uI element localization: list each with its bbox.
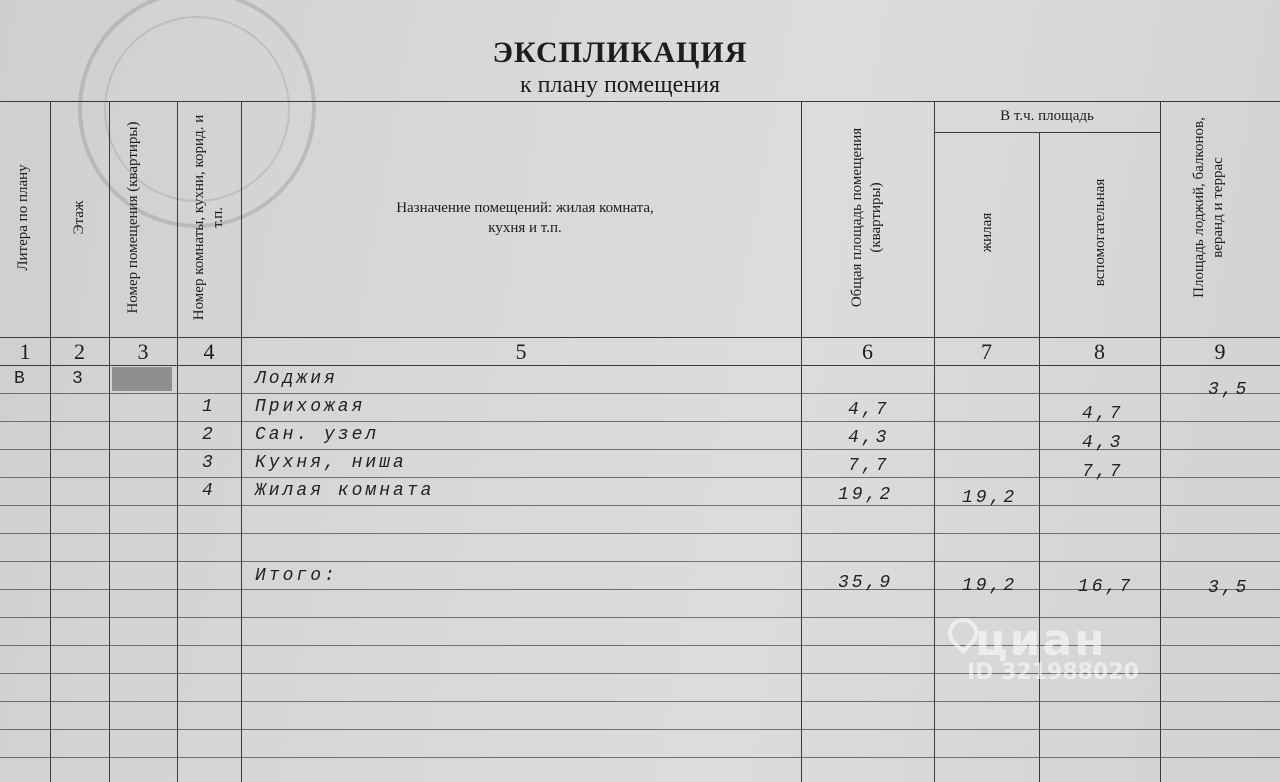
row-litera: В (14, 369, 28, 389)
row-name: Сан. узел (255, 425, 380, 445)
row-name: Кухня, ниша (255, 453, 407, 473)
total-aux: 16,7 (1078, 577, 1134, 597)
col-number-2: 2 (74, 339, 85, 364)
col-header-group: В т.ч. площадь (1000, 108, 1094, 124)
total-living: 19,2 (962, 576, 1018, 596)
col-number-9: 9 (1214, 339, 1226, 364)
col-header-auxiliary: вспомогательная (1092, 178, 1108, 287)
col-header-total-area: Общая площадь помещения (квартиры) (849, 127, 884, 308)
col-number-8: 8 (1094, 339, 1105, 364)
col-number-5: 5 (515, 339, 527, 364)
col-header-apartment-number: Номер помещения (квартиры) (125, 121, 141, 314)
row-aux: 4,3 (1082, 433, 1124, 453)
row-name: Лоджия (255, 369, 338, 389)
row-aux: 4,7 (1082, 404, 1124, 424)
row-room-number: 3 (202, 453, 216, 473)
row-aux: 7,7 (1082, 462, 1124, 482)
watermark (935, 615, 1139, 685)
watermark-brand: циан (975, 615, 1107, 666)
row-total: 7,7 (848, 456, 890, 476)
col-number-1: 1 (19, 339, 31, 364)
row-total: 19,2 (838, 485, 894, 505)
row-name: Жилая комната (255, 481, 435, 501)
row-loggia: 3,5 (1208, 380, 1250, 400)
total-label: Итого: (255, 566, 338, 586)
redacted-apartment-number (112, 367, 172, 391)
row-room-number: 2 (202, 425, 216, 445)
row-living: 19,2 (962, 488, 1018, 508)
col-number-7: 7 (981, 339, 992, 364)
col-header-litera: Литера по плану (15, 164, 31, 271)
watermark-id: ID 321988020 (967, 660, 1139, 685)
row-room-number: 1 (202, 397, 216, 417)
col-header-living: жилая (979, 212, 995, 253)
col-header-room-number: Номер комнаты, кухни, корид. и т.п. (191, 114, 226, 321)
col-header-loggia: Площадь лоджий, балконов, веранд и террас (1191, 117, 1226, 298)
row-floor: 3 (72, 369, 86, 389)
col-number-6: 6 (862, 339, 873, 364)
col-header-floor: Этаж (71, 200, 87, 235)
row-name: Прихожая (255, 397, 366, 417)
document-subtitle: к плану помещения (519, 72, 721, 98)
document-title: ЭКСПЛИКАЦИЯ (492, 36, 748, 69)
col-number-3: 3 (137, 339, 149, 364)
row-total: 4,7 (848, 400, 890, 420)
col-number-4: 4 (203, 339, 215, 364)
row-room-number: 4 (202, 481, 216, 501)
row-total: 4,3 (848, 428, 890, 448)
total-loggia: 3,5 (1208, 578, 1250, 598)
total-area: 35,9 (838, 573, 894, 593)
col-header-purpose: Назначение помещений: жилая комната, кухня и т.п. (396, 200, 654, 236)
